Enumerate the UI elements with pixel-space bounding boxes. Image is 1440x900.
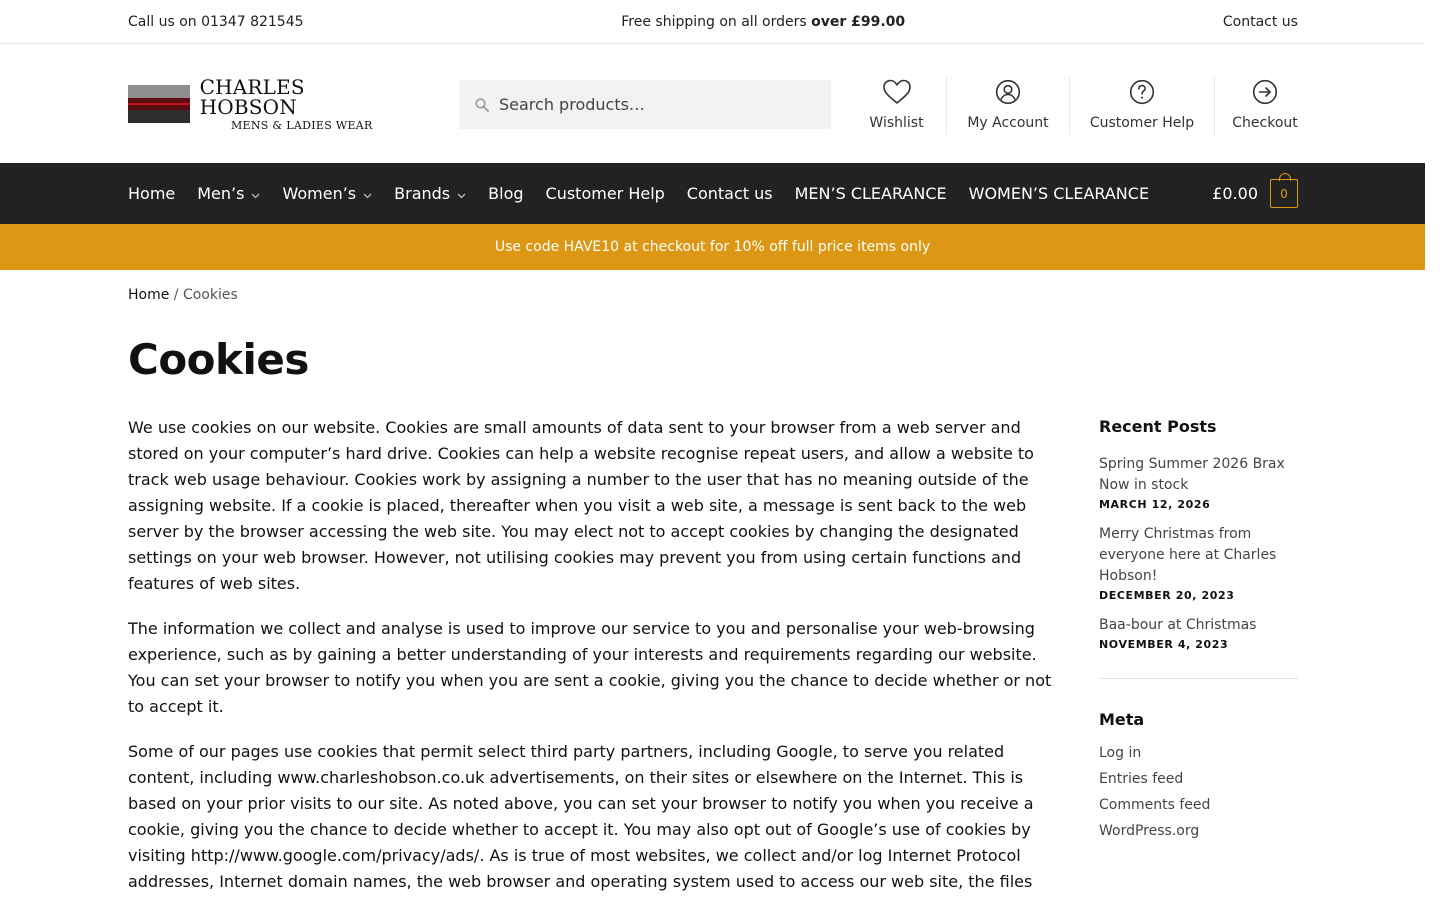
main-navigation xyxy=(0,163,1425,224)
meta-link-comments-feed[interactable]: Comments feed xyxy=(1099,797,1211,813)
topbar-contact-link[interactable]: Contact us xyxy=(1222,13,1298,30)
checkout-label: Checkout xyxy=(1232,115,1298,131)
nav-label: Brands xyxy=(394,184,451,203)
recent-posts-title: Recent Posts xyxy=(1099,417,1217,436)
nav-item-mens-clearance[interactable] xyxy=(795,184,947,203)
sidebar xyxy=(1099,415,1298,900)
nav-item-contact-us[interactable] xyxy=(687,184,773,203)
breadcrumb-home[interactable]: Home xyxy=(128,287,170,303)
site-header xyxy=(0,44,1425,163)
page-content xyxy=(128,415,1054,900)
nav-item-mens[interactable] xyxy=(197,184,260,203)
wishlist-label: Wishlist xyxy=(869,115,924,131)
logo-mark xyxy=(128,85,189,123)
promo-text: Use code HAVE10 at checkout for 10% off full price items only xyxy=(494,239,931,255)
logo-line1: CHARLES HOBSON xyxy=(199,74,305,119)
nav-label: WOMEN’S CLEARANCE xyxy=(968,184,1150,203)
nav-item-blog[interactable] xyxy=(488,184,523,203)
nav-label: Home xyxy=(128,184,176,203)
content-paragraph: The information we collect and analyse is used to improve our service to you and personalise your web-browsing experience, such as by gaining a better understanding of your interests and requirements regarding our website. You can set your browser to notify you when you are sent a cookie, giving you the chance to decide whether or not to accept it. xyxy=(128,619,1052,716)
cart-total: £0.00 xyxy=(1212,184,1258,203)
nav-label: Women’s xyxy=(282,184,357,203)
shipping-prefix: Free shipping on all orders xyxy=(621,13,812,30)
header-icons xyxy=(847,77,1315,135)
search-input[interactable] xyxy=(499,95,819,114)
wishlist-link[interactable] xyxy=(847,77,947,135)
logo-line2: MENS & LADIES WEAR xyxy=(230,118,373,132)
chevron-down-icon xyxy=(457,184,466,203)
meta-link-wordpress[interactable]: WordPress.org xyxy=(1099,823,1200,839)
meta-link-log-in[interactable]: Log in xyxy=(1099,745,1142,761)
breadcrumb-separator: / xyxy=(169,287,183,303)
nav-label: Men’s xyxy=(197,184,245,203)
search-icon xyxy=(459,98,499,112)
question-icon xyxy=(1129,79,1155,105)
post-link[interactable]: Merry Christmas from everyone here at Charles Hobson! xyxy=(1099,526,1277,584)
post-date: DECEMBER 20, 2023 xyxy=(1099,589,1235,602)
breadcrumb-current: Cookies xyxy=(182,287,238,303)
list-item xyxy=(1099,614,1298,653)
nav-label: Contact us xyxy=(686,184,773,203)
site-logo[interactable] xyxy=(128,74,404,132)
logo-text xyxy=(199,74,404,132)
nav-label: Customer Help xyxy=(545,184,665,203)
customer-help-link[interactable] xyxy=(1070,77,1215,135)
page-title: Cookies xyxy=(128,335,309,384)
nav-label: MEN’S CLEARANCE xyxy=(794,184,947,203)
breadcrumb xyxy=(128,287,1298,303)
promo-banner xyxy=(0,224,1425,270)
customer-help-label: Customer Help xyxy=(1089,115,1195,131)
nav-item-womens-clearance[interactable] xyxy=(969,184,1149,203)
top-bar xyxy=(0,0,1425,44)
chevron-down-icon xyxy=(363,184,372,203)
nav-item-home[interactable] xyxy=(128,184,175,203)
shipping-threshold: over £99.00 xyxy=(811,13,906,30)
chevron-down-icon xyxy=(251,184,260,203)
checkout-link[interactable] xyxy=(1215,77,1315,135)
post-link[interactable]: Baa-bour at Christmas xyxy=(1099,617,1257,633)
arrow-right-circle-icon xyxy=(1252,79,1278,105)
meta-title: Meta xyxy=(1099,710,1145,729)
sidebar-divider xyxy=(1099,678,1298,679)
my-account-label: My Account xyxy=(967,115,1049,131)
post-link[interactable]: Spring Summer 2026 Brax Now in stock xyxy=(1099,456,1285,493)
meta-link-entries-feed[interactable]: Entries feed xyxy=(1099,771,1184,787)
nav-item-customer-help[interactable] xyxy=(546,184,665,203)
list-item xyxy=(1099,523,1298,604)
user-icon xyxy=(995,79,1021,105)
my-account-link[interactable] xyxy=(947,77,1070,135)
shipping-notice xyxy=(621,14,905,30)
cart-link[interactable] xyxy=(1212,179,1298,208)
content-paragraph: We use cookies on our website. Cookies are small amounts of data sent to your browser from a web server and stored on your computer’s hard drive. Cookies can help a website recognise repeat users, and allow a website to track web usage behaviour. Cookies work by assigning a number to the user that has no meaning outside of the assigning website. If a cookie is placed, thereafter when you visit a web site, a message is sent back to the web server by the browser accessing the web site. You may elect not to accept cookies by changing the designated settings on your web browser. However, not utilising cookies may prevent you from using certain functions and features of web sites. xyxy=(128,418,1034,593)
nav-item-brands[interactable] xyxy=(394,184,466,203)
nav-item-womens[interactable] xyxy=(282,184,372,203)
meta-links xyxy=(1099,743,1298,841)
post-date: MARCH 12, 2026 xyxy=(1099,498,1211,511)
search-box xyxy=(459,80,831,129)
phone-text: Call us on 01347 821545 xyxy=(128,13,304,30)
recent-posts-list xyxy=(1099,453,1298,653)
nav-label: Blog xyxy=(488,184,524,203)
cart-count-badge: 0 xyxy=(1270,179,1298,208)
heart-icon xyxy=(882,79,912,105)
list-item xyxy=(1099,453,1298,513)
content-paragraph: Some of our pages use cookies that permit select third party partners, including Google, to serve you related content, including www.charleshobson.co.uk advertisements, on their sites or elsewhere on the Internet. This is based on your prior visits to our site. As noted above, you can set your browser to notify you when you receive a cookie, giving you the chance to decide whether to accept it. You may also opt out of Google’s use of cookies by visiting http://www.google.com/privacy/ads/. As is true of most websites, we collect and/or log Internet Protocol addresses, Internet domain names, the web browser and operating system used to access our web site, the files xyxy=(128,742,1034,891)
post-date: NOVEMBER 4, 2023 xyxy=(1099,638,1229,651)
